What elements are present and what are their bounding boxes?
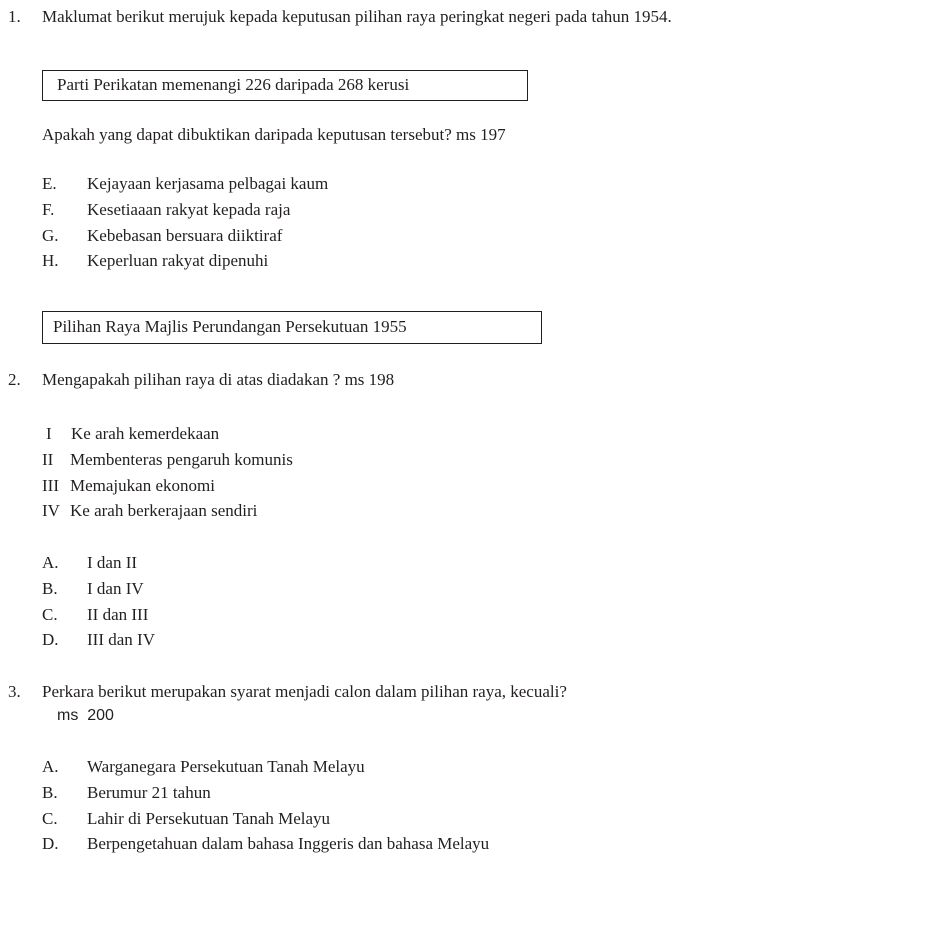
q1-option-letter: F. xyxy=(42,200,55,219)
q2-stem: Mengapakah pilihan raya di atas diadakan ? ms 198 xyxy=(42,370,395,389)
q1-option-text: Kejayaan kerjasama pelbagai kaum xyxy=(87,174,329,193)
q1-option-letter: G. xyxy=(42,226,59,245)
q1-number: 1. xyxy=(8,7,21,26)
q2-number: 2. xyxy=(8,370,21,389)
q3-number: 3. xyxy=(8,682,21,701)
q2-option-letter: C. xyxy=(42,605,58,624)
q1-option-text: Kesetiaaan rakyat kepada raja xyxy=(87,200,291,219)
q2-option-text: III dan IV xyxy=(87,630,155,649)
q1-option-letter: H. xyxy=(42,251,59,270)
q1-option-text: Kebebasan bersuara diiktiraf xyxy=(87,226,283,245)
q1-option-text: Keperluan rakyat dipenuhi xyxy=(87,251,269,270)
q3-option-letter: C. xyxy=(42,809,58,828)
q2-option-text: II dan III xyxy=(87,605,149,624)
q2-option-letter: B. xyxy=(42,579,58,598)
q2-statement-number: IV xyxy=(42,501,60,520)
q1-stem: Maklumat berikut merujuk kepada keputusan pilihan raya peringkat negeri pada tahun 1954. xyxy=(42,7,672,26)
q2-statement-text: Membenteras pengaruh komunis xyxy=(70,450,293,469)
q2-statement-number: II xyxy=(42,450,54,469)
q3-option-letter: D. xyxy=(42,834,59,853)
q2-statement-text: Ke arah kemerdekaan xyxy=(71,424,220,443)
q2-info-box: Pilihan Raya Majlis Perundangan Persekutuan 1955 xyxy=(42,311,542,344)
q1-option-letter: E. xyxy=(42,174,57,193)
q2-option-text: I dan II xyxy=(87,553,138,572)
q2-option-letter: A. xyxy=(42,553,59,572)
q1-info-box: Parti Perikatan memenangi 226 daripada 268 kerusi xyxy=(42,70,528,101)
q3-option-text: Berpengetahuan dalam bahasa Inggeris dan bahasa Melayu xyxy=(87,834,490,853)
q2-statement-number: III xyxy=(42,476,59,495)
q3-page-ref: ms 200 xyxy=(57,707,114,724)
q2-statement-number: I xyxy=(46,424,52,443)
q1-question: Apakah yang dapat dibuktikan daripada keputusan tersebut? ms 197 xyxy=(42,125,506,144)
q2-option-letter: D. xyxy=(42,630,59,649)
q2-statement-text: Ke arah berkerajaan sendiri xyxy=(70,501,258,520)
q3-option-letter: A. xyxy=(42,757,59,776)
q2-option-text: I dan IV xyxy=(87,579,144,598)
q2-statement-text: Memajukan ekonomi xyxy=(70,476,215,495)
q3-stem: Perkara berikut merupakan syarat menjadi calon dalam pilihan raya, kecuali? xyxy=(42,682,567,701)
q3-option-text: Berumur 21 tahun xyxy=(87,783,211,802)
q3-option-letter: B. xyxy=(42,783,58,802)
q3-option-text: Warganegara Persekutuan Tanah Melayu xyxy=(87,757,365,776)
q3-option-text: Lahir di Persekutuan Tanah Melayu xyxy=(87,809,331,828)
